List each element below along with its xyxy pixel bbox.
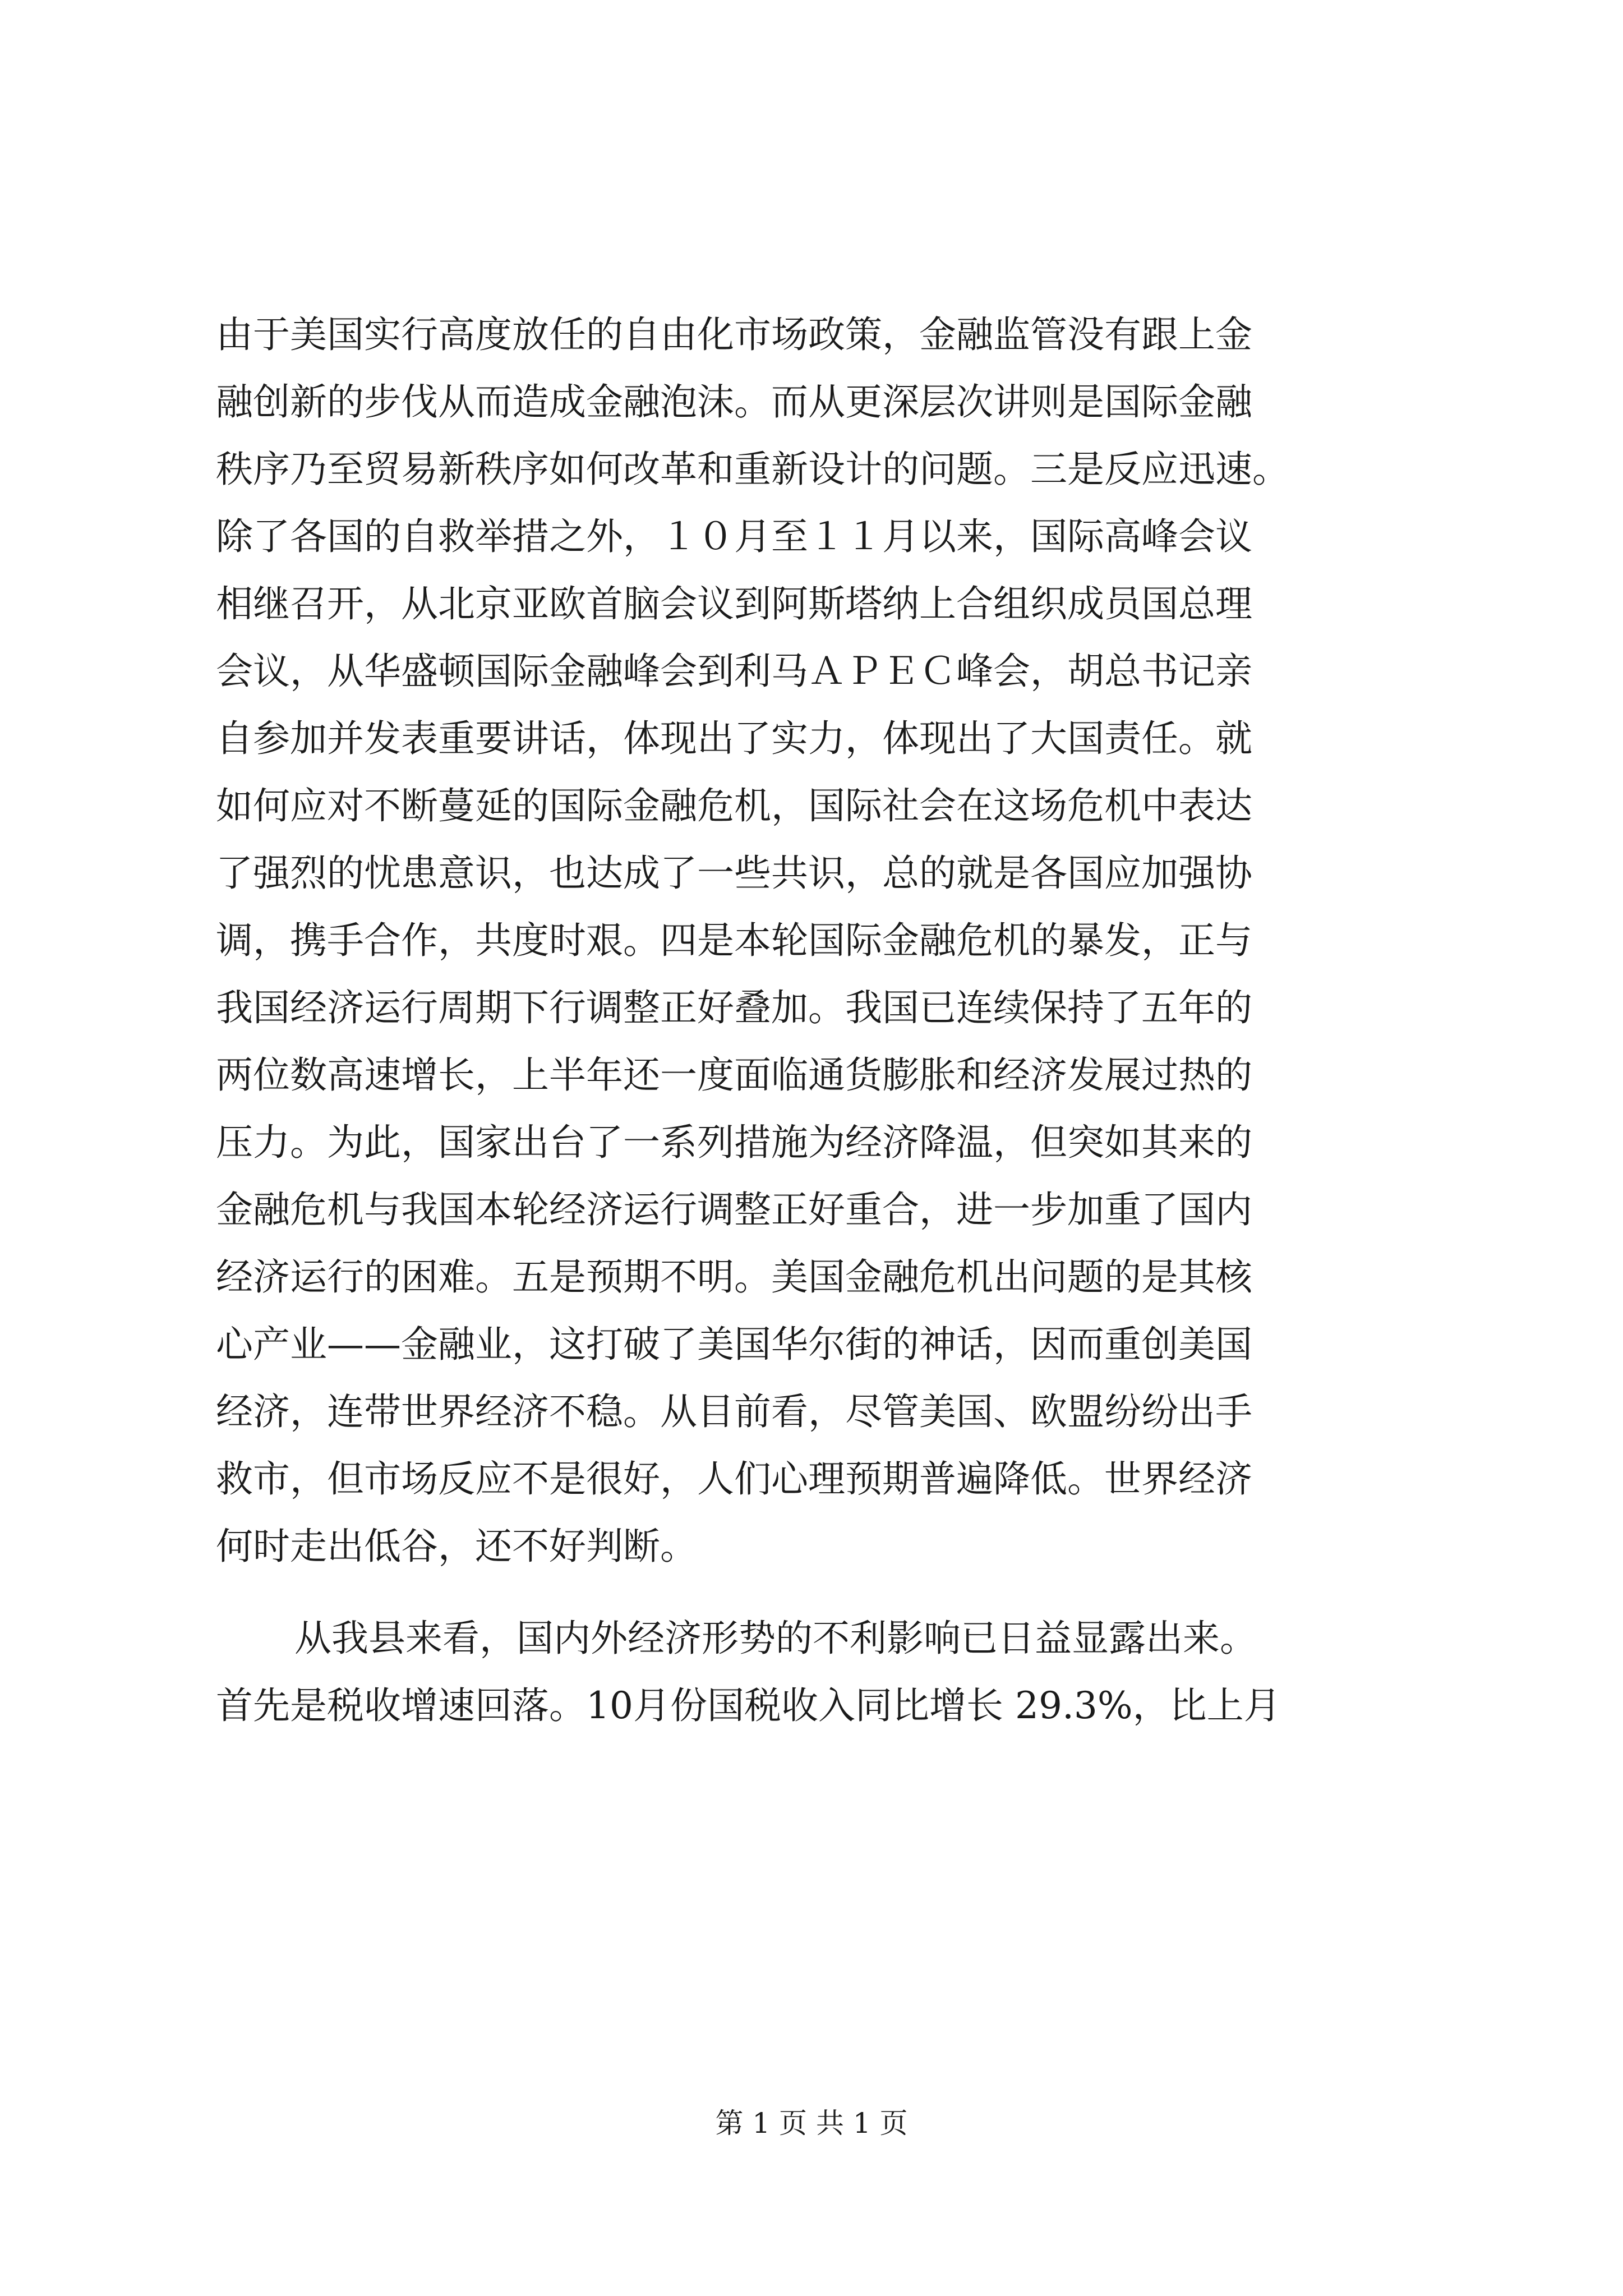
text-line: 融创新的步伐从而造成金融泡沫。而从更深层次讲则是国际金融 [216,380,1252,424]
text-line: 相继召开，从北京亚欧首脑会议到阿斯塔纳上合组织成员国总理 [216,582,1252,625]
text-line: 金融危机与我国本轮经济运行调整正好重合，进一步加重了国内 [216,1188,1252,1231]
text-line: 了强烈的忧患意识，也达成了一些共识，总的就是各国应加强协 [216,852,1252,895]
text-line: 由于美国实行高度放任的自由化市场政策，金融监管没有跟上金 [216,313,1252,356]
text-line: 经济运行的困难。五是预期不明。美国金融危机出问题的是其核 [216,1255,1252,1299]
text-line: 心产业——金融业，这打破了美国华尔街的神话，因而重创美国 [216,1323,1252,1366]
text-line: 两位数高速增长，上半年还一度面临通货膨胀和经济发展过热的 [216,1053,1252,1097]
page-footer: 第 1 页 共 1 页 [715,2107,908,2139]
document-body [216,301,1461,1740]
text-line: 我国经济运行周期下行调整正好叠加。我国已连续保持了五年的 [216,986,1252,1029]
text-line: 经济，连带世界经济不稳。从目前看，尽管美国、欧盟纷纷出手 [216,1390,1252,1433]
text-line: 何时走出低谷，还不好判断。 [216,1525,697,1568]
text-line: 调，携手合作，共度时艰。四是本轮国际金融危机的暴发，正与 [216,919,1252,962]
text-line: 秩序乃至贸易新秩序如何改革和重新设计的问题。三是反应迅速。 [216,448,1289,491]
text-line: 如何应对不断蔓延的国际金融危机，国际社会在这场危机中表达 [216,784,1252,827]
paragraph-start-line: 从我县来看，国内外经济形势的不利影响已日益显露出来。 [294,1617,1257,1660]
text-line: 自参加并发表重要讲话，体现出了实力，体现出了大国责任。就 [216,717,1252,760]
text-line: 会议，从华盛顿国际金融峰会到利马ＡＰＥＣ峰会，胡总书记亲 [216,650,1252,693]
text-line: 压力。为此，国家出台了一系列措施为经济降温，但突如其来的 [216,1121,1252,1164]
text-line: 救市，但市场反应不是很好，人们心理预期普遍降低。世界经济 [216,1457,1252,1501]
text-line: 除了各国的自救举措之外，１０月至１１月以来，国际高峰会议 [216,515,1252,558]
text-line: 首先是税收增速回落。10月份国税收入同比增长 29.3%，比上月 [216,1684,1281,1727]
